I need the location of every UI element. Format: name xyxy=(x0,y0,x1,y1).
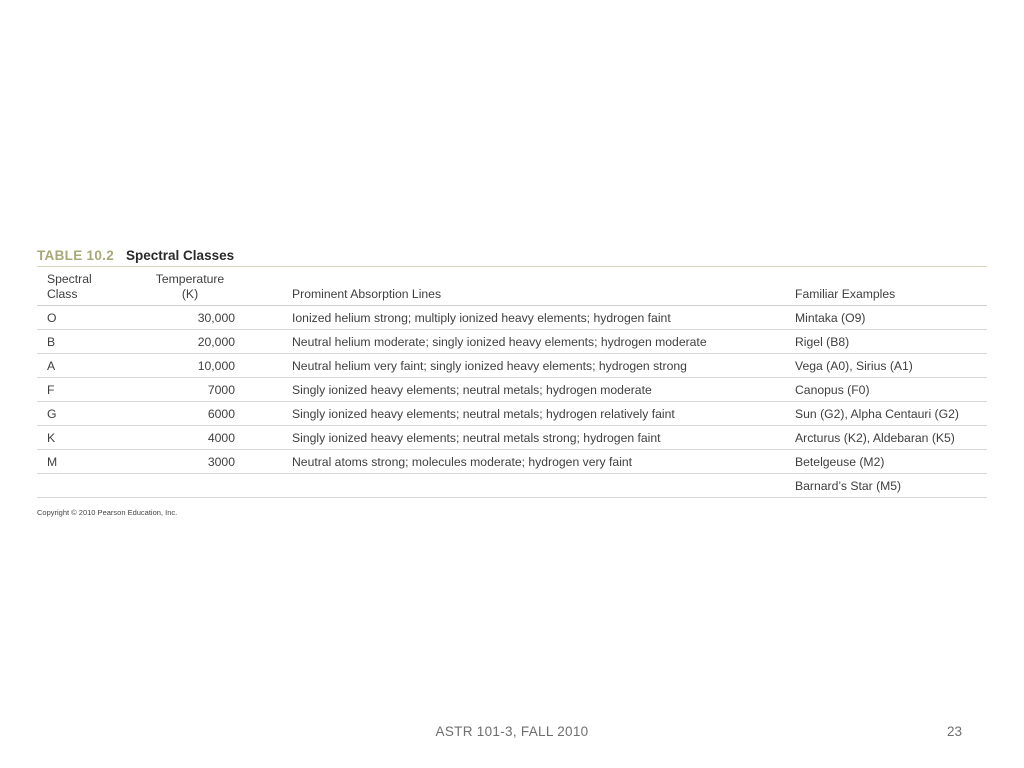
cell-class: G xyxy=(37,402,145,426)
cell-temperature: 7000 xyxy=(145,378,235,402)
cell-absorption-lines xyxy=(292,474,795,498)
cell-spacer xyxy=(235,426,292,450)
table-number-label: TABLE 10.2 xyxy=(37,247,115,263)
spectral-classes-table-block xyxy=(37,244,987,498)
cell-class: M xyxy=(37,450,145,474)
cell-temperature xyxy=(145,474,235,498)
cell-spacer xyxy=(235,306,292,330)
header-spacer xyxy=(235,267,292,306)
cell-examples: Sun (G2), Alpha Centauri (G2) xyxy=(795,402,987,426)
cell-spacer xyxy=(235,330,292,354)
cell-examples: Arcturus (K2), Aldebaran (K5) xyxy=(795,426,987,450)
table-row xyxy=(37,426,987,450)
header-absorption-lines: Prominent Absorption Lines xyxy=(292,267,795,306)
cell-temperature: 20,000 xyxy=(145,330,235,354)
table-row xyxy=(37,354,987,378)
table-row xyxy=(37,450,987,474)
cell-temperature: 6000 xyxy=(145,402,235,426)
cell-temperature: 3000 xyxy=(145,450,235,474)
cell-spacer xyxy=(235,474,292,498)
cell-absorption-lines: Ionized helium strong; multiply ionized heavy elements; hydrogen faint xyxy=(292,306,795,330)
cell-temperature: 10,000 xyxy=(145,354,235,378)
cell-class: A xyxy=(37,354,145,378)
footer-course-label: ASTR 101-3, FALL 2010 xyxy=(435,724,589,739)
cell-class: B xyxy=(37,330,145,354)
cell-absorption-lines: Neutral helium very faint; singly ionized heavy elements; hydrogen strong xyxy=(292,354,795,378)
cell-examples: Canopus (F0) xyxy=(795,378,987,402)
table-row xyxy=(37,402,987,426)
table-row xyxy=(37,330,987,354)
cell-class: F xyxy=(37,378,145,402)
cell-spacer xyxy=(235,402,292,426)
table-title: Spectral Classes xyxy=(126,247,235,263)
table-row xyxy=(37,378,987,402)
cell-class: O xyxy=(37,306,145,330)
table-row xyxy=(37,306,987,330)
cell-examples: Vega (A0), Sirius (A1) xyxy=(795,354,987,378)
cell-absorption-lines: Singly ionized heavy elements; neutral metals strong; hydrogen faint xyxy=(292,426,795,450)
cell-spacer xyxy=(235,354,292,378)
header-temp-line2: (K) xyxy=(181,287,199,301)
header-class-line1: Spectral xyxy=(47,272,92,286)
cell-examples: Barnard’s Star (M5) xyxy=(795,474,987,498)
cell-absorption-lines: Singly ionized heavy elements; neutral metals; hydrogen moderate xyxy=(292,378,795,402)
cell-temperature: 4000 xyxy=(145,426,235,450)
cell-absorption-lines: Neutral atoms strong; molecules moderate; hydrogen very faint xyxy=(292,450,795,474)
cell-examples: Rigel (B8) xyxy=(795,330,987,354)
table-heading xyxy=(37,244,987,266)
header-temperature xyxy=(145,267,235,306)
cell-class: K xyxy=(37,426,145,450)
cell-spacer xyxy=(235,450,292,474)
cell-temperature: 30,000 xyxy=(145,306,235,330)
cell-class xyxy=(37,474,145,498)
header-spectral-class xyxy=(37,267,145,306)
slide-page-number: 23 xyxy=(946,724,962,739)
header-familiar-examples: Familiar Examples xyxy=(795,267,987,306)
cell-absorption-lines: Singly ionized heavy elements; neutral metals; hydrogen relatively faint xyxy=(292,402,795,426)
spectral-classes-table xyxy=(37,267,987,498)
copyright-notice: Copyright © 2010 Pearson Education, Inc. xyxy=(37,508,178,517)
cell-absorption-lines: Neutral helium moderate; singly ionized heavy elements; hydrogen moderate xyxy=(292,330,795,354)
header-temp-line1: Temperature xyxy=(155,272,225,286)
header-class-line2: Class xyxy=(47,287,78,301)
cell-examples: Betelgeuse (M2) xyxy=(795,450,987,474)
table-header-row xyxy=(37,267,987,306)
cell-examples: Mintaka (O9) xyxy=(795,306,987,330)
table-row xyxy=(37,474,987,498)
cell-spacer xyxy=(235,378,292,402)
